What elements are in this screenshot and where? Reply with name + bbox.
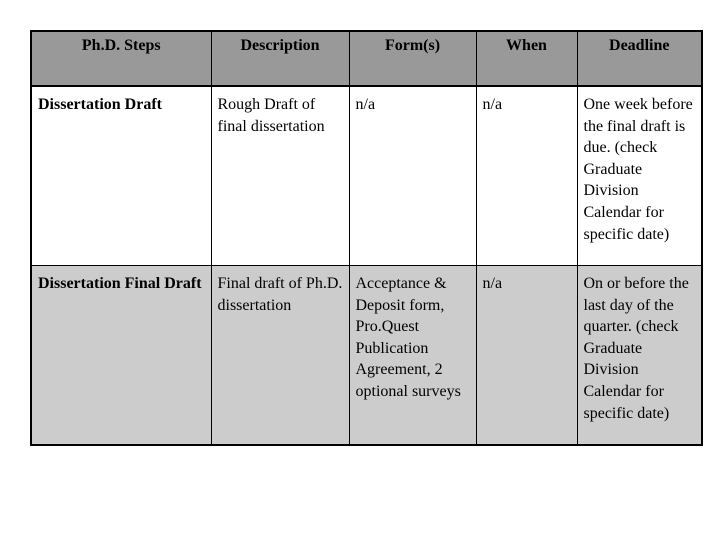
- table-row: [31, 86, 702, 266]
- description-cell: Rough Draft of final dissertation: [211, 86, 349, 266]
- header-when: When: [476, 31, 577, 86]
- forms-cell: n/a: [349, 86, 476, 266]
- when-cell: n/a: [476, 266, 577, 446]
- deadline-cell: On or before the last day of the quarter. (check Graduate Division Calendar for specific date): [577, 266, 702, 446]
- step-cell: Dissertation Draft: [31, 86, 211, 266]
- table-header-row: [31, 31, 702, 86]
- step-cell: Dissertation Final Draft: [31, 266, 211, 446]
- deadline-cell: One week before the final draft is due. (check Graduate Division Calendar for specific date): [577, 86, 702, 266]
- description-cell: Final draft of Ph.D. dissertation: [211, 266, 349, 446]
- header-deadline: Deadline: [577, 31, 702, 86]
- header-description: Description: [211, 31, 349, 86]
- forms-cell: Acceptance & Deposit form, Pro.Quest Publication Agreement, 2 optional surveys: [349, 266, 476, 446]
- phd-steps-table: [30, 30, 703, 446]
- table-row: [31, 266, 702, 446]
- when-cell: n/a: [476, 86, 577, 266]
- header-forms: Form(s): [349, 31, 476, 86]
- header-phd-steps: Ph.D. Steps: [31, 31, 211, 86]
